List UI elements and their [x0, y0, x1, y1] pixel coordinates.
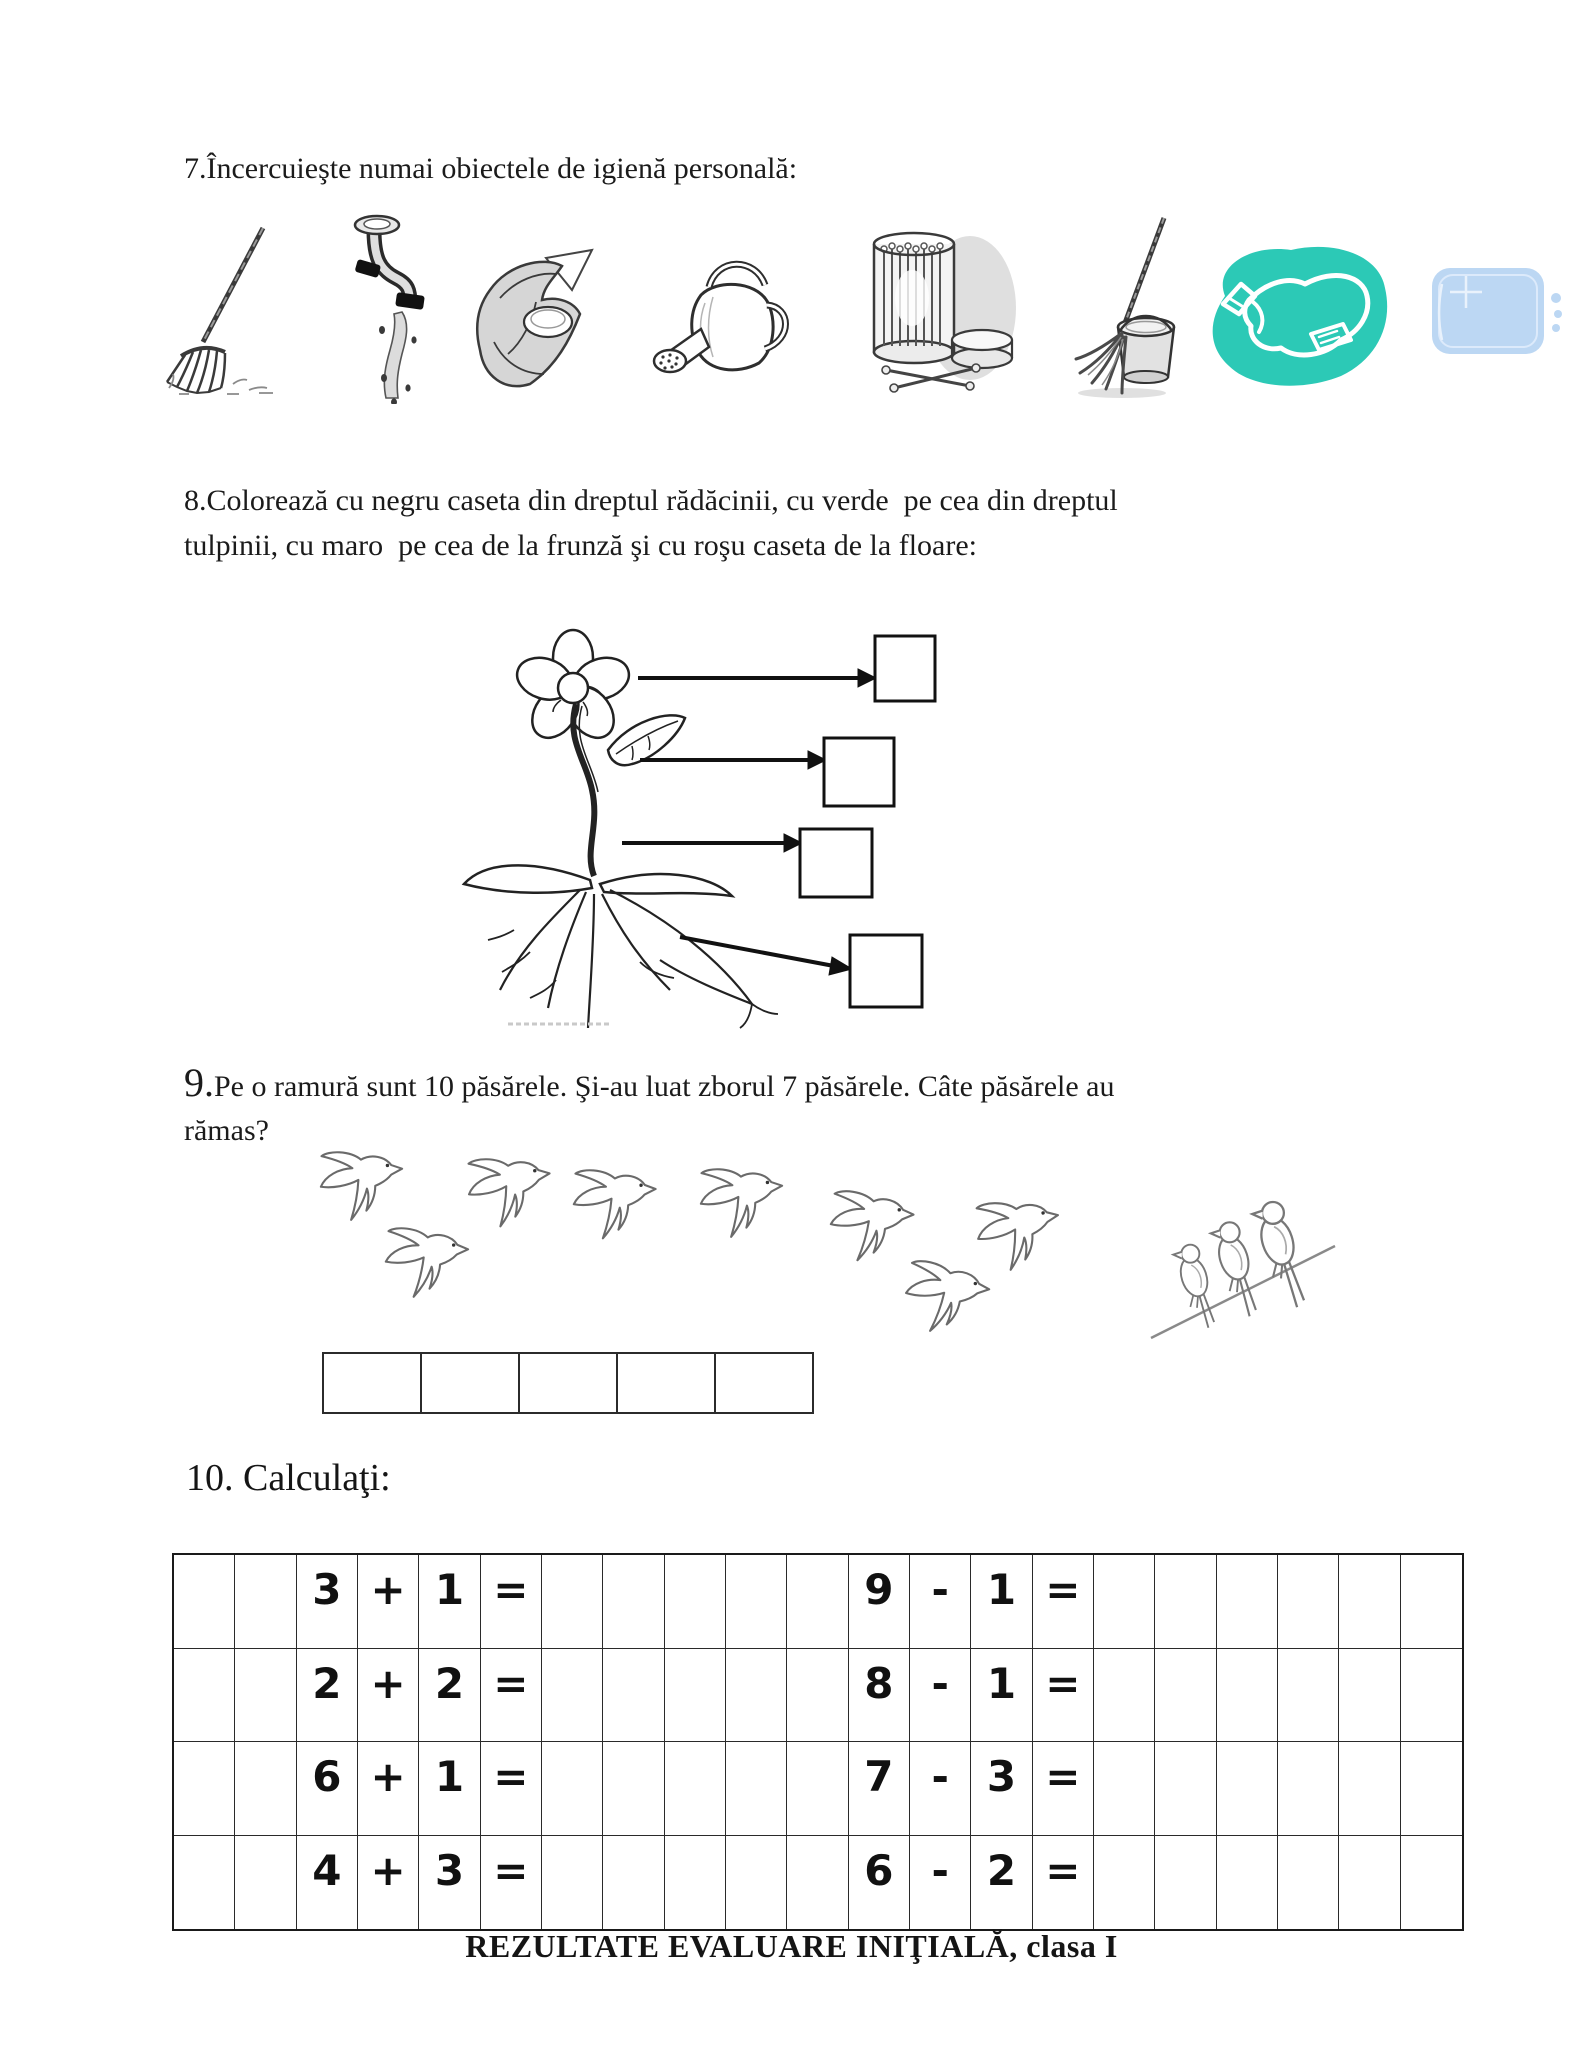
calc-term-cell: - — [910, 1742, 971, 1836]
stem-color-box[interactable] — [800, 829, 872, 897]
calc-term-cell: = — [481, 1836, 542, 1930]
leaf-illustration — [608, 715, 685, 765]
calc-term-cell: 7 — [849, 1742, 910, 1836]
calc-answer-cell[interactable] — [1339, 1649, 1400, 1743]
calc-answer-cell[interactable] — [787, 1649, 848, 1743]
calc-term-cell: = — [1033, 1742, 1094, 1836]
calc-term-cell: 1 — [419, 1742, 480, 1836]
calc-answer-cell[interactable] — [603, 1649, 664, 1743]
towel-with-soap-image[interactable] — [460, 246, 606, 398]
q8-prompt-line1: 8.Colorează cu negru caseta din dreptul rădăcinii, cu verde pe cea din dreptul — [184, 484, 1118, 517]
answer-cell[interactable] — [518, 1352, 618, 1414]
q9-number: 9. — [184, 1060, 214, 1105]
calc-answer-cell[interactable] — [174, 1555, 235, 1649]
calc-answer-cell[interactable] — [726, 1742, 787, 1836]
arrow-to-leaf-box — [640, 751, 826, 769]
calc-answer-cell[interactable] — [665, 1742, 726, 1836]
calc-answer-cell[interactable] — [1094, 1836, 1155, 1930]
calc-answer-cell[interactable] — [542, 1555, 603, 1649]
calc-answer-cell[interactable] — [1155, 1649, 1216, 1743]
calc-term-cell: 1 — [419, 1555, 480, 1649]
calc-answer-cell[interactable] — [1278, 1836, 1339, 1930]
calc-answer-cell[interactable] — [1339, 1555, 1400, 1649]
calc-answer-cell[interactable] — [1155, 1742, 1216, 1836]
calc-answer-cell[interactable] — [235, 1836, 296, 1930]
calc-answer-cell[interactable] — [1339, 1836, 1400, 1930]
calc-answer-cell[interactable] — [174, 1742, 235, 1836]
answer-strip — [322, 1352, 814, 1414]
calc-term-cell: 9 — [849, 1555, 910, 1649]
calc-term-cell: = — [481, 1555, 542, 1649]
soap-bar-image[interactable] — [1430, 264, 1564, 360]
calc-term-cell: 6 — [849, 1836, 910, 1930]
calc-answer-cell[interactable] — [1155, 1555, 1216, 1649]
watering-can-image[interactable] — [643, 243, 795, 393]
calc-term-cell: 6 — [297, 1742, 358, 1836]
calc-answer-cell[interactable] — [603, 1742, 664, 1836]
rake-image[interactable] — [163, 224, 295, 396]
calc-answer-cell[interactable] — [1094, 1742, 1155, 1836]
flying-bird — [694, 1158, 796, 1244]
calc-answer-cell[interactable] — [603, 1555, 664, 1649]
calc-answer-cell[interactable] — [235, 1742, 296, 1836]
calc-term-cell: 3 — [419, 1836, 480, 1930]
calc-term-cell: + — [358, 1742, 419, 1836]
q8-prompt-line2: tulpinii, cu maro pe cea de la frunză şi cu roşu caseta de la floare: — [184, 529, 977, 562]
calc-term-cell: = — [1033, 1555, 1094, 1649]
calc-answer-cell[interactable] — [787, 1742, 848, 1836]
calc-term-cell: = — [481, 1649, 542, 1743]
flying-bird — [382, 1222, 480, 1301]
calc-answer-cell[interactable] — [726, 1555, 787, 1649]
arrow-to-root-box — [680, 937, 852, 975]
calc-answer-cell[interactable] — [1094, 1649, 1155, 1743]
calc-answer-cell[interactable] — [665, 1836, 726, 1930]
calc-term-cell: + — [358, 1836, 419, 1930]
calc-term-cell: - — [910, 1836, 971, 1930]
calc-answer-cell[interactable] — [1339, 1742, 1400, 1836]
flying-bird — [828, 1188, 923, 1264]
answer-cell[interactable] — [420, 1352, 520, 1414]
calc-term-cell: 4 — [297, 1836, 358, 1930]
calc-answer-cell[interactable] — [1278, 1742, 1339, 1836]
calc-answer-cell[interactable] — [1094, 1555, 1155, 1649]
calc-term-cell: 2 — [419, 1649, 480, 1743]
calc-answer-cell[interactable] — [1401, 1742, 1462, 1836]
calc-term-cell: 2 — [971, 1836, 1032, 1930]
root-color-box[interactable] — [850, 935, 922, 1007]
footer-title: REZULTATE EVALUARE INIŢIALĂ, clasa I — [465, 1928, 1118, 1964]
plant-diagram — [380, 600, 955, 1045]
arrow-to-stem-box — [622, 834, 802, 852]
answer-cell[interactable] — [714, 1352, 814, 1414]
flying-bird — [568, 1162, 668, 1244]
calc-term-cell: 3 — [297, 1555, 358, 1649]
mop-with-bucket-image[interactable] — [1072, 215, 1184, 400]
calc-term-cell: 1 — [971, 1649, 1032, 1743]
answer-cell[interactable] — [322, 1352, 422, 1414]
calc-term-cell: + — [358, 1649, 419, 1743]
shampoo-bottle-image[interactable] — [1193, 238, 1393, 394]
calc-term-cell: - — [910, 1649, 971, 1743]
q7-prompt: 7.Încercuieşte numai obiectele de igienă personală: — [184, 152, 798, 185]
cotton-swabs-jar-image[interactable] — [858, 216, 1020, 394]
flower-color-box[interactable] — [875, 636, 935, 701]
calc-answer-cell[interactable] — [1401, 1836, 1462, 1930]
calc-answer-cell[interactable] — [665, 1649, 726, 1743]
calc-answer-cell[interactable] — [1401, 1555, 1462, 1649]
calc-term-cell: + — [358, 1555, 419, 1649]
calc-answer-cell[interactable] — [1217, 1836, 1278, 1930]
calc-answer-cell[interactable] — [787, 1836, 848, 1930]
q9-line1-text: Pe o ramură sunt 10 păsărele. Şi-au luat zborul 7 păsărele. Câte păsărele au — [214, 1070, 1115, 1103]
perched-birds-illustration — [1145, 1190, 1340, 1355]
calc-answer-cell[interactable] — [787, 1555, 848, 1649]
calc-answer-cell[interactable] — [174, 1649, 235, 1743]
leaf-color-box[interactable] — [824, 738, 894, 806]
calc-answer-cell[interactable] — [1401, 1649, 1462, 1743]
calc-answer-cell[interactable] — [174, 1836, 235, 1930]
calc-answer-cell[interactable] — [665, 1555, 726, 1649]
calc-answer-cell[interactable] — [1278, 1555, 1339, 1649]
calc-answer-cell[interactable] — [726, 1649, 787, 1743]
calc-term-cell: 2 — [297, 1649, 358, 1743]
calc-answer-cell[interactable] — [1278, 1649, 1339, 1743]
calc-answer-cell[interactable] — [542, 1742, 603, 1836]
q9-prompt-line1 — [184, 1060, 1115, 1106]
arrow-to-flower-box — [638, 669, 876, 687]
calc-answer-cell[interactable] — [1217, 1555, 1278, 1649]
calc-answer-cell[interactable] — [1155, 1836, 1216, 1930]
running-faucet-image[interactable] — [340, 212, 448, 404]
calc-term-cell: 3 — [971, 1742, 1032, 1836]
flying-bird — [314, 1141, 416, 1227]
calc-term-cell: = — [1033, 1836, 1094, 1930]
flying-bird — [461, 1146, 566, 1234]
calc-answer-cell[interactable] — [542, 1649, 603, 1743]
calc-answer-cell[interactable] — [235, 1555, 296, 1649]
calc-answer-cell[interactable] — [1217, 1649, 1278, 1743]
calc-term-cell: 1 — [971, 1555, 1032, 1649]
calc-answer-cell[interactable] — [603, 1836, 664, 1930]
calc-answer-cell[interactable] — [542, 1836, 603, 1930]
calc-term-cell: - — [910, 1555, 971, 1649]
calc-answer-cell[interactable] — [1217, 1742, 1278, 1836]
q10-heading: 10. Calculaţi: — [186, 1457, 391, 1499]
calc-answer-cell[interactable] — [235, 1649, 296, 1743]
calc-term-cell: = — [1033, 1649, 1094, 1743]
q9-prompt-line2: rămas? — [184, 1114, 269, 1147]
flying-bird — [969, 1187, 1076, 1278]
calc-term-cell: 8 — [849, 1649, 910, 1743]
calc-answer-cell[interactable] — [726, 1836, 787, 1930]
calc-term-cell: = — [481, 1742, 542, 1836]
calc-table — [172, 1553, 1464, 1931]
answer-cell[interactable] — [616, 1352, 716, 1414]
